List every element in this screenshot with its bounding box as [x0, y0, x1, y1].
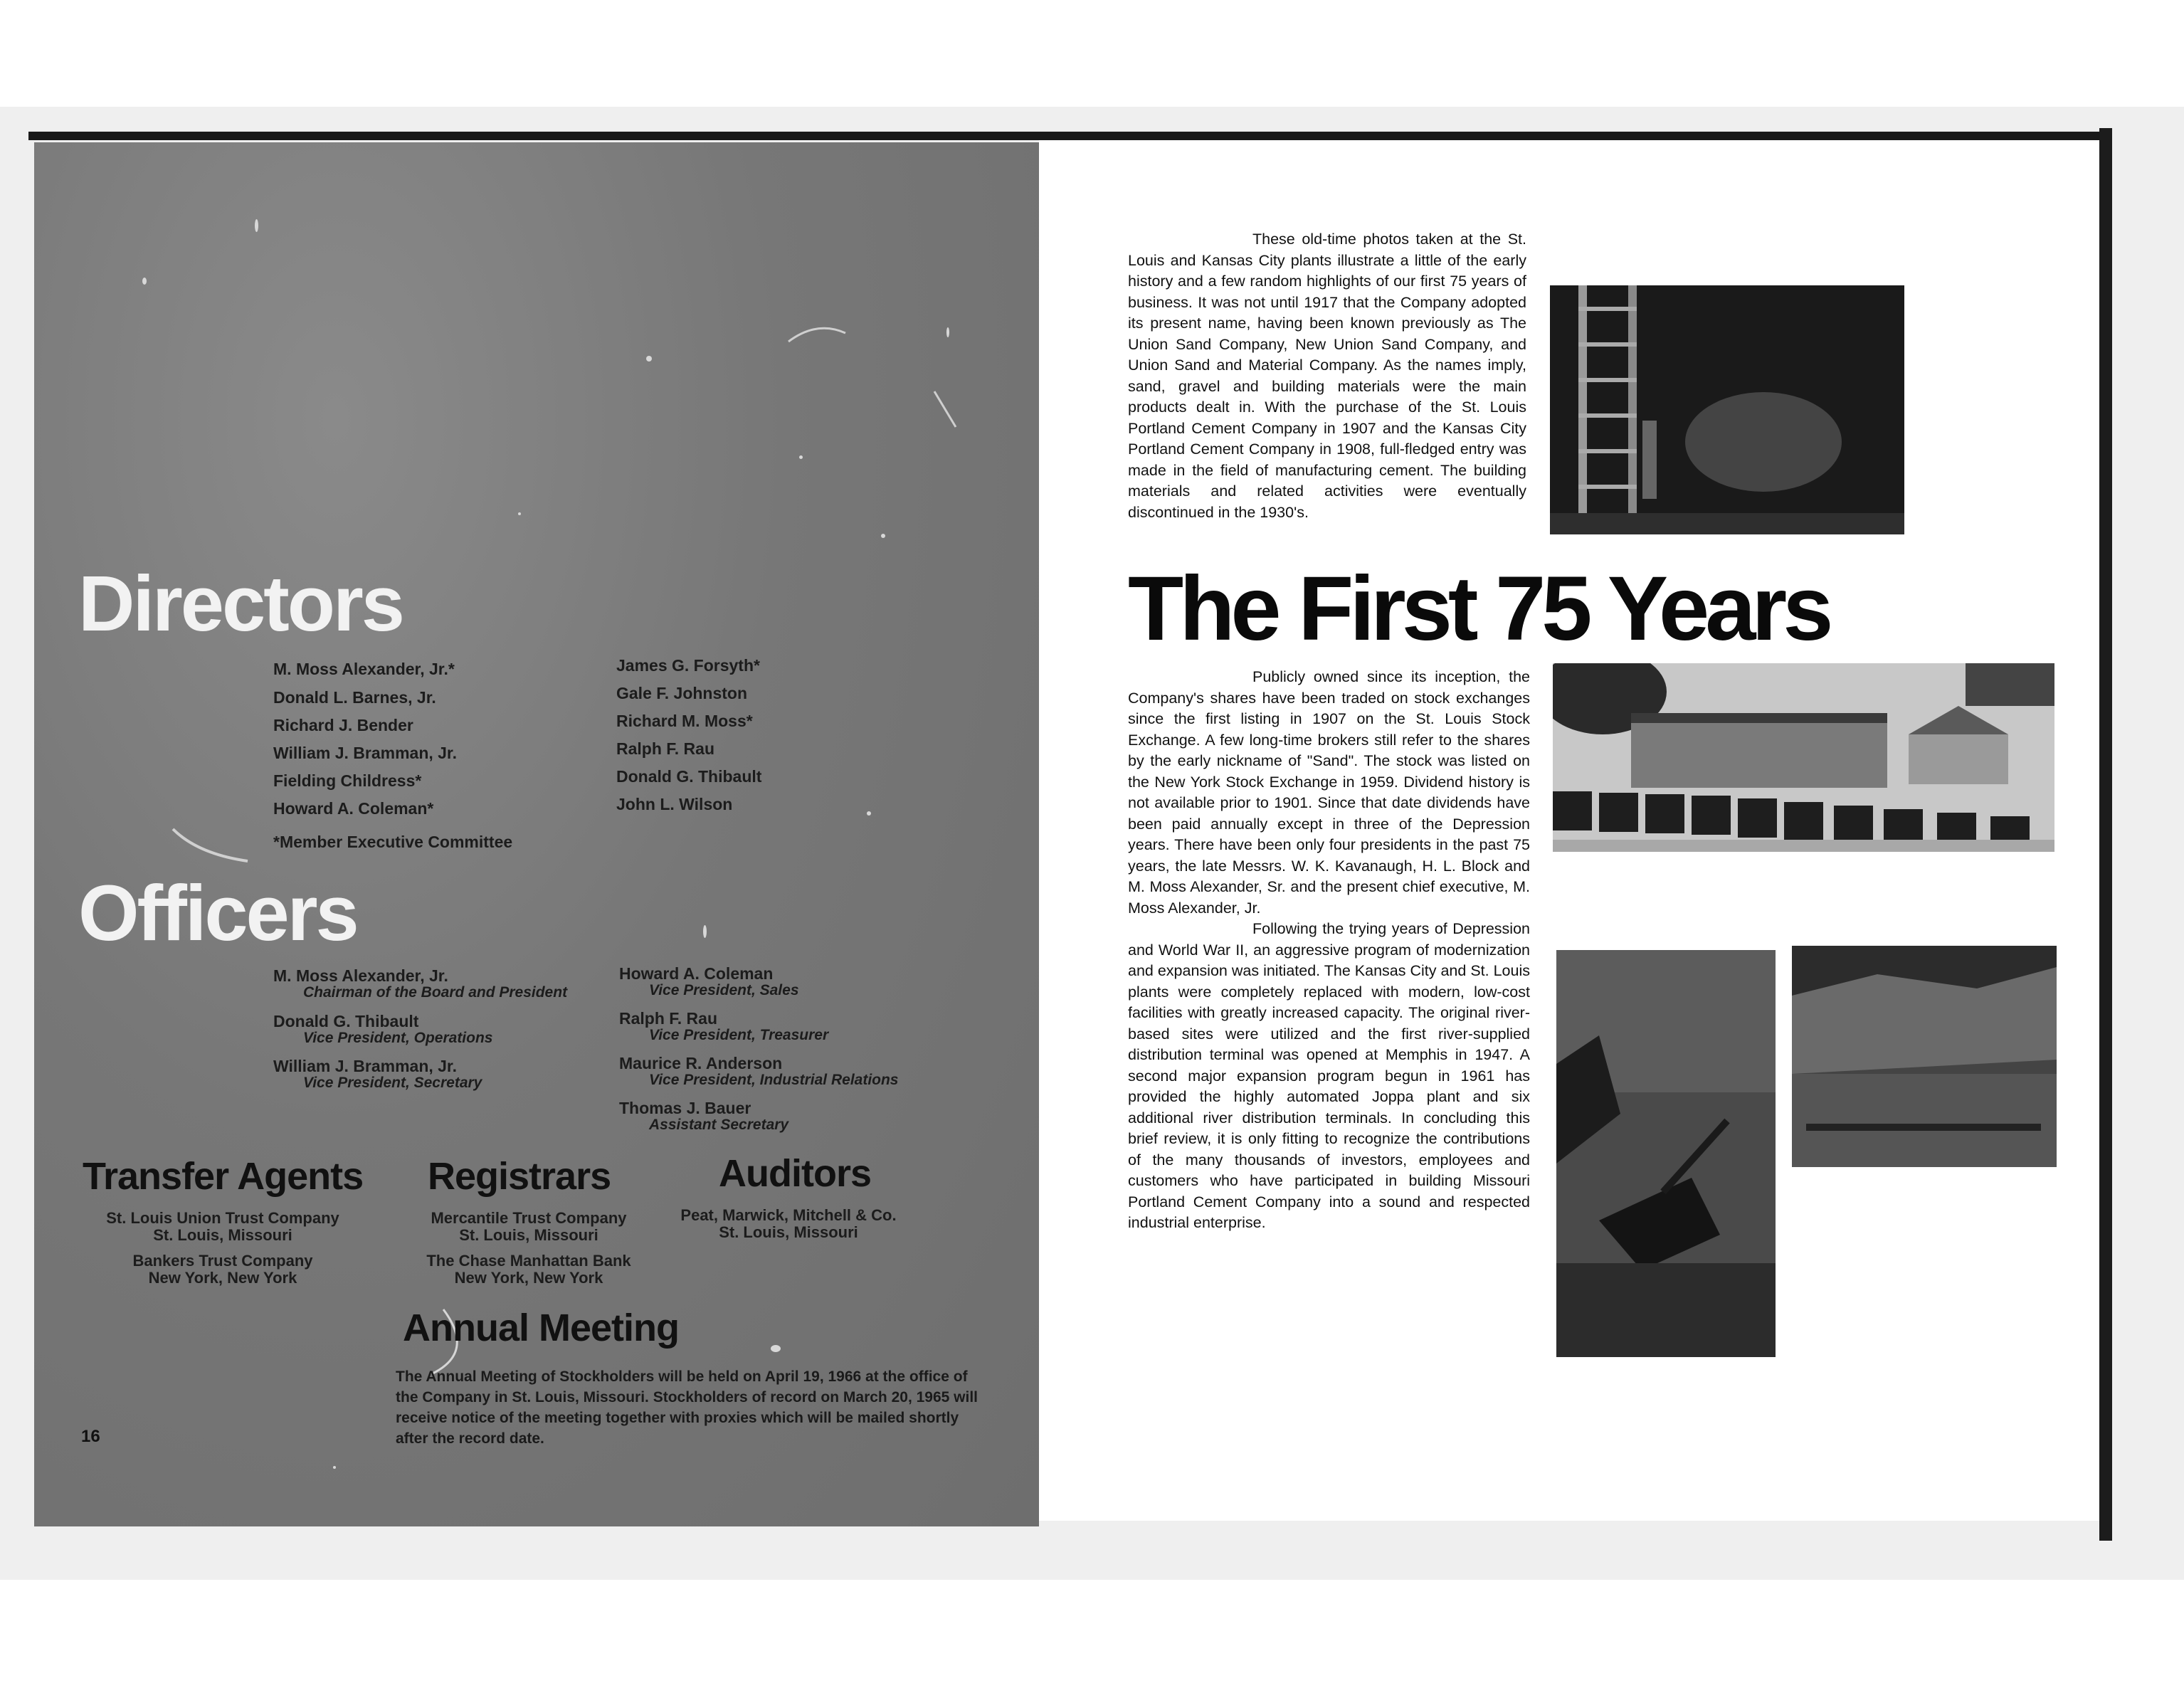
director-name: M. Moss Alexander, Jr.* [273, 660, 455, 678]
director-name: Richard J. Bender [273, 716, 413, 734]
history-paragraph-2: Following the trying years of Depression and World War II, an aggressive program of modernization and expansion was initiated. The Kansas City and St. Louis plants were completely replaced with modern, low-cost facilities with greatly increased capacity. The original river-based sites were utilized and the first river-supplied distribution terminal was opened at Memphis in 1947. A second major expansion program begun in 1961 has provided the highly automated Joppa plant and six additional river distribution terminals. In concluding this brief review, it is only fitting to recognize the contributions of the many thousands of investors, employees and customers who have participated in building Missouri Portland Cement Company into a sound and respected industrial enterprise. [1128, 920, 1530, 1231]
auditor-line: St. Louis, Missouri [719, 1223, 858, 1241]
photo-dredge-art [1556, 950, 1776, 1357]
officer-name: Maurice R. Anderson [619, 1054, 783, 1072]
officer-title: Vice President, Sales [649, 982, 799, 998]
officer-name: Thomas J. Bauer [619, 1099, 751, 1117]
director-name: William J. Bramman, Jr. [273, 744, 458, 762]
binding-top-rule [28, 132, 2106, 140]
registrar-line: New York, New York [454, 1269, 603, 1287]
photo-truck-fleet [1553, 663, 2054, 852]
officer-title: Vice President, Treasurer [649, 1027, 829, 1043]
officer-name: Howard A. Coleman [619, 964, 774, 983]
left-page [34, 142, 1039, 1526]
director-name: Howard A. Coleman* [273, 799, 434, 818]
history-paragraph-1: Publicly owned since its inception, the Company's shares have been traded on stock exchanges since the first listing in 1907 on the St. Louis Stock Exchange. A few long-time brokers still refer to the shares by the early nickname of "Sand". The stock was listed on the New York Stock Exchange in 1959. Dividend history is not available prior to 1901. Since that date dividends have been paid annually except in three of the Depression years. There have been only four presidents in the past 75 years, the late Messrs. W. K. Kavanaugh, H. L. Block and M. Moss Alexander, Sr. and the present chief executive, M. Moss Alexander, Jr. [1128, 668, 1530, 917]
officer-title: Chairman of the Board and President [303, 984, 568, 1001]
officer-title: Vice President, Secretary [303, 1075, 482, 1091]
transfer-agent-line: Bankers Trust Company [132, 1252, 313, 1270]
registrars-list [411, 1210, 646, 1287]
directors-heading: Directors [78, 560, 403, 648]
auditor-line: Peat, Marwick, Mitchell & Co. [680, 1206, 897, 1224]
officer-name: Donald G. Thibault [273, 1012, 419, 1030]
director-name: Donald L. Barnes, Jr. [273, 688, 436, 707]
photo-plant-interior [1550, 285, 1904, 534]
transfer-agents-list [105, 1210, 340, 1287]
officer-title: Vice President, Operations [303, 1030, 493, 1046]
executive-committee-footnote: *Member Executive Committee [273, 833, 513, 851]
annual-meeting-text: The Annual Meeting of Stockholders will be held on April 19, 1966 at the office of the Company in St. Louis, Missouri. Stockholders of record on March 20, 1965 will receive notice of the meeting together with proxies which will be mailed shortly after the record date. [396, 1368, 978, 1447]
transfer-agent-line: St. Louis, Missouri [153, 1226, 292, 1244]
registrar-line: Mercantile Trust Company [431, 1209, 627, 1227]
officer-title: Assistant Secretary [649, 1117, 789, 1133]
director-name: Richard M. Moss* [616, 712, 753, 730]
transfer-agents-heading: Transfer Agents [83, 1155, 364, 1198]
body-paragraphs [1128, 667, 1530, 1234]
photo-truck-fleet-art [1553, 663, 2054, 852]
transfer-agent-line: New York, New York [148, 1269, 297, 1287]
photo-dredge [1556, 950, 1776, 1357]
intro-paragraph [1128, 229, 1526, 523]
photo-quarry [1792, 946, 2057, 1167]
director-name: James G. Forsyth* [616, 656, 760, 675]
director-name: Gale F. Johnston [616, 684, 748, 702]
annual-meeting-heading: Annual Meeting [403, 1307, 679, 1349]
officer-name: Ralph F. Rau [619, 1009, 718, 1028]
director-name: Ralph F. Rau [616, 739, 715, 758]
binding-right-edge [2099, 128, 2112, 1541]
director-name: John L. Wilson [616, 795, 733, 813]
auditors-heading: Auditors [719, 1152, 871, 1195]
director-name: Donald G. Thibault [616, 767, 762, 786]
right-page [1039, 140, 2099, 1521]
intro-text: These old-time photos taken at the St. Louis and Kansas City plants illustrate a little of the early history and a few random highlights of our first 75 years of business. It was not until 1917 that the Company adopted its present name, having been known previously as The Union Sand Company, New Union Sand Company, and Union Sand and Material Company. As the names imply, sand, gravel and building materials were the main products dealt in. With the purchase of the St. Louis Portland Cement Company in 1907 and the Kansas City Portland Cement Company in 1908, full-fledged entry was made in the field of manufacturing cement. The building materials and related activities were eventually discontinued in the 1930's. [1128, 231, 1526, 521]
registrar-line: The Chase Manhattan Bank [426, 1252, 631, 1270]
registrar-line: St. Louis, Missouri [459, 1226, 598, 1244]
officer-name: William J. Bramman, Jr. [273, 1057, 458, 1075]
officer-title: Vice President, Industrial Relations [649, 1072, 899, 1088]
registrars-heading: Registrars [428, 1155, 611, 1198]
photo-quarry-art [1792, 946, 2057, 1167]
transfer-agent-line: St. Louis Union Trust Company [106, 1209, 339, 1227]
director-name: Fielding Childress* [273, 771, 422, 790]
photo-plant-interior-art [1550, 285, 1904, 534]
auditors-list [671, 1207, 906, 1241]
officer-name: M. Moss Alexander, Jr. [273, 966, 448, 985]
page-number: 16 [81, 1427, 100, 1446]
main-title: The First 75 Years [1128, 558, 1830, 660]
officers-heading: Officers [78, 870, 357, 957]
